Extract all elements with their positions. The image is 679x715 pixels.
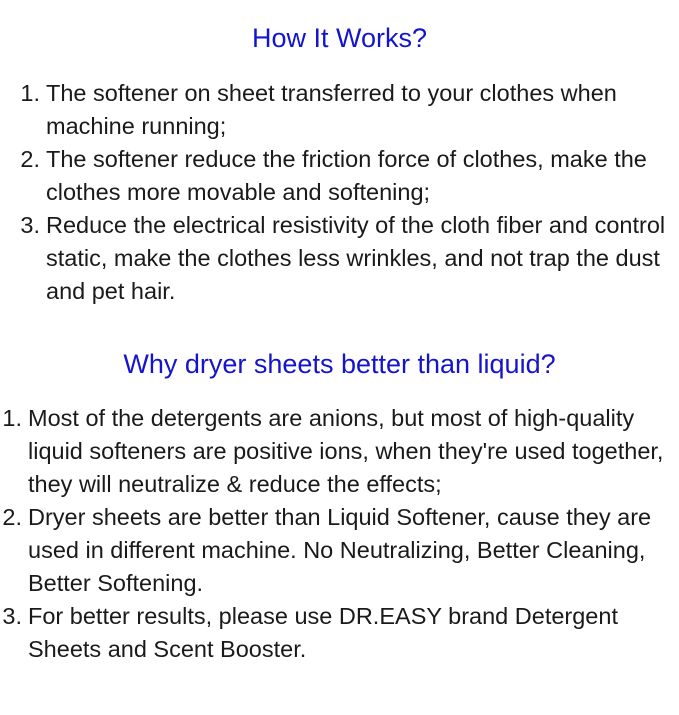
list-item xyxy=(0,402,679,501)
list-item xyxy=(14,209,679,308)
list-item-number: 1. xyxy=(2,405,22,431)
infographic-page xyxy=(0,22,679,715)
list-item-number: 2. xyxy=(20,145,40,172)
list-item-text: Reduce the electrical resistivity of the cloth fiber and control static, make the clothes less wrinkles, and not trap the dust and pet hair. xyxy=(46,211,666,304)
section-title-how-it-works: How It Works? xyxy=(251,23,428,54)
list-item-number: 3. xyxy=(20,211,40,238)
list-item xyxy=(14,77,679,143)
how-it-works-list xyxy=(0,77,679,308)
list-item-text: Most of the detergents are anions, but most of high-quality liquid softeners are positive ions, when they're used together, they will neutralize & reduce the effects; xyxy=(28,405,664,497)
list-item xyxy=(0,600,679,666)
list-item-number: 2. xyxy=(2,504,22,530)
list-item-number: 1. xyxy=(20,79,40,106)
list-item-text: For better results, please use DR.EASY brand Detergent Sheets and Scent Booster. xyxy=(28,603,618,662)
section-title-why-dryer-sheets: Why dryer sheets better than liquid? xyxy=(123,348,556,379)
list-item-text: The softener reduce the friction force of clothes, make the clothes more movable and softening; xyxy=(46,145,647,205)
list-item-text: The softener on sheet transferred to your clothes when machine running; xyxy=(46,79,617,139)
why-dryer-sheets-list xyxy=(0,402,679,666)
list-item-text: Dryer sheets are better than Liquid Softener, cause they are used in different machine. No Neutralizing, Better Cleaning, Better Softening. xyxy=(28,504,652,596)
list-item-number: 3. xyxy=(2,603,22,629)
list-item xyxy=(0,501,679,600)
list-item xyxy=(14,143,679,209)
